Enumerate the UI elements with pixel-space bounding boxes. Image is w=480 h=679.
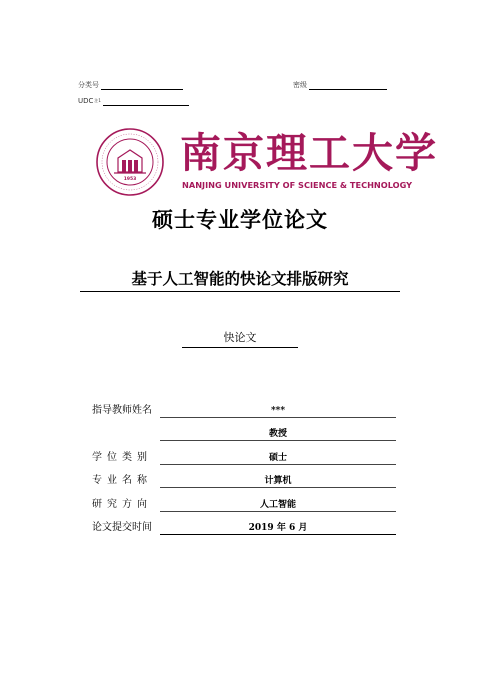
university-name-en: NANJING UNIVERSITY OF SCIENCE & TECHNOLOGY — [182, 180, 413, 190]
university-seal-icon — [96, 128, 164, 196]
info-label: 研究方向 — [92, 498, 152, 510]
info-row-submission-date — [92, 516, 396, 540]
udc-superscript: 注1 — [94, 98, 101, 103]
secret-label: 密级 — [293, 81, 307, 89]
info-value: 计算机 — [160, 475, 396, 488]
classification-label: 分类号 — [78, 81, 99, 89]
secret-row — [293, 80, 387, 90]
info-label: 指导教师姓名 — [92, 404, 152, 416]
info-label: 学位类别 — [92, 451, 152, 463]
info-value: 人工智能 — [160, 499, 396, 512]
info-label: 论文提交时间 — [92, 522, 152, 533]
classification-row — [78, 80, 183, 90]
secret-field — [309, 80, 387, 90]
info-value: 2019 年 6 月 — [160, 522, 396, 535]
info-value: 硕士 — [160, 452, 396, 465]
info-row-advisor — [92, 398, 396, 422]
info-value: *** — [160, 405, 396, 418]
udc-label: UDC — [78, 97, 94, 105]
info-table — [92, 398, 396, 539]
info-value: 教授 — [160, 428, 396, 441]
university-name-cn: 南京理工大学 — [180, 129, 438, 177]
info-row-degree-type — [92, 445, 396, 469]
info-row-research-field — [92, 492, 396, 516]
info-row-title — [92, 422, 396, 446]
udc-row — [78, 96, 189, 106]
author-name: 快论文 — [182, 330, 298, 348]
info-label: 专业名称 — [92, 475, 152, 486]
classification-field — [101, 80, 183, 90]
info-row-major — [92, 469, 396, 493]
degree-title: 硕士专业学位论文 — [152, 207, 328, 232]
udc-field — [103, 96, 189, 106]
seal-year: 1953 — [123, 177, 137, 182]
thesis-title: 基于人工智能的快论文排版研究 — [80, 268, 400, 292]
